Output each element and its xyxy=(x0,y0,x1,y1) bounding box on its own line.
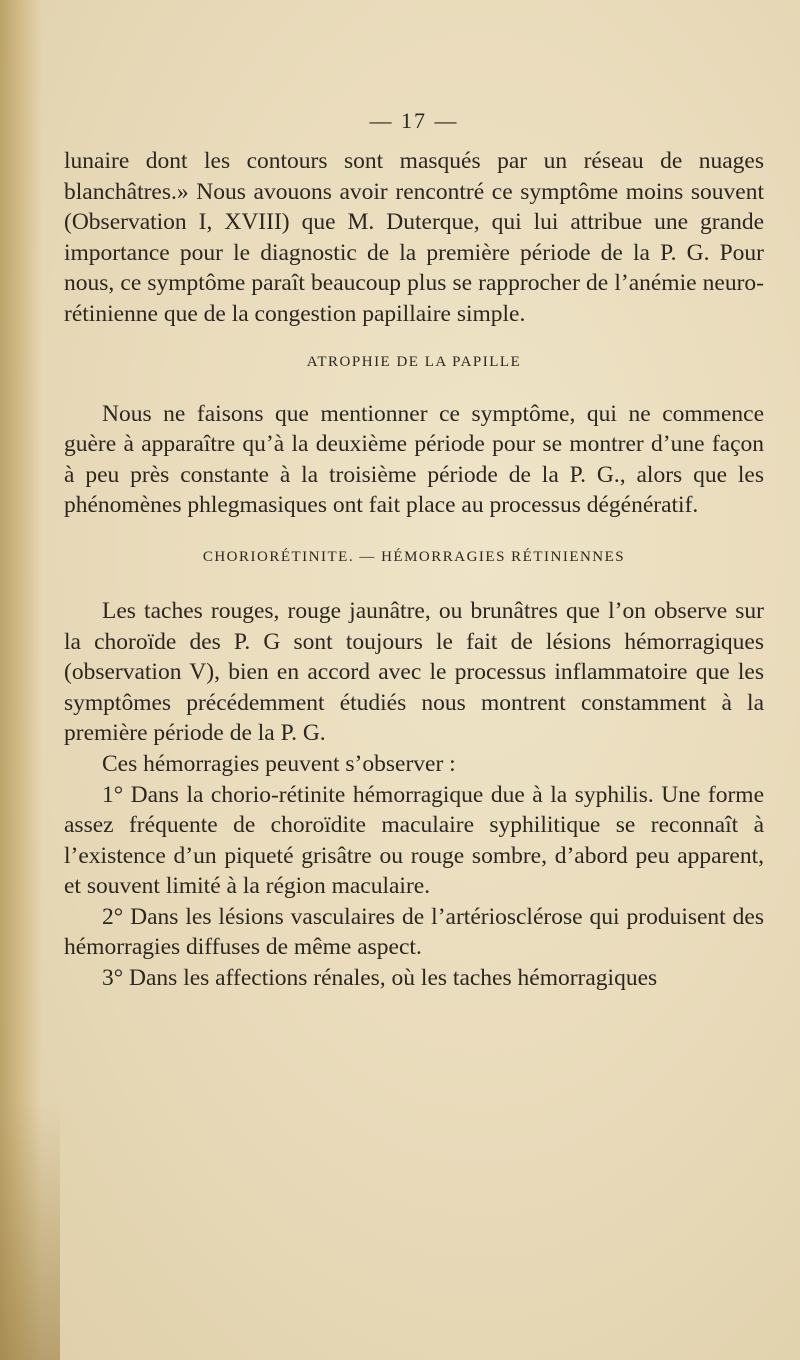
paragraph-continuation: lunaire dont les contours sont masqués par un réseau de nuages blanchâtres.» Nous avouons avoir rencontré ce symptôme moins souvent (Observation I, XVIII) que M. Duterque, qui lui attribue une grande importance pour le diagnostic de la première période de la P. G. Pour nous, ce symptôme paraît beaucoup plus se rapprocher de l’anémie neuro-rétinienne que de la congestion papillaire simple. xyxy=(64,148,764,327)
section-heading-chorioretinite: CHORIORÉTINITE. — HÉMORRAGIES RÉTINIENNES xyxy=(202,548,626,565)
page-content xyxy=(64,108,764,994)
paragraph-item-2: 2° Dans les lésions vasculaires de l’artériosclérose qui produisent des hémorragies diffuses de même aspect. xyxy=(64,903,764,961)
paper-stain xyxy=(0,1100,60,1360)
paragraph-hemorragies-intro: Ces hémorragies peuvent s’observer : xyxy=(102,750,456,777)
page-number: — 17 — xyxy=(369,108,459,133)
paragraph-item-1: 1° Dans la chorio-rétinite hémorragique due à la syphilis. Une forme assez fréquente de choroïdite maculaire syphilitique se reconnaît à l’existence d’un piqueté grisâtre ou rouge sombre, d’abord peu apparent, et souvent limité à la région maculaire. xyxy=(64,781,764,900)
section-heading-atrophie: ATROPHIE DE LA PAPILLE xyxy=(306,353,522,370)
paragraph-item-3: 3° Dans les affections rénales, où les taches hémorragiques xyxy=(102,965,658,992)
paragraph-taches: Les taches rouges, rouge jaunâtre, ou brunâtres que l’on observe sur la choroïde des P. G sont toujours le fait de lésions hémorragiques (observation V), bien en accord avec le processus inflammatoire que les symptômes précédemment étudiés nous montrent constamment à la première période de la P. G. xyxy=(64,597,764,747)
paragraph-atrophie: Nous ne faisons que mentionner ce symptôme, qui ne commence guère à apparaître qu’à la deuxième période pour se montrer d’une façon à peu près constante à la troisième période de la P. G., alors que les phénomènes phlegmasiques ont fait place au processus dégénératif. xyxy=(64,400,764,519)
